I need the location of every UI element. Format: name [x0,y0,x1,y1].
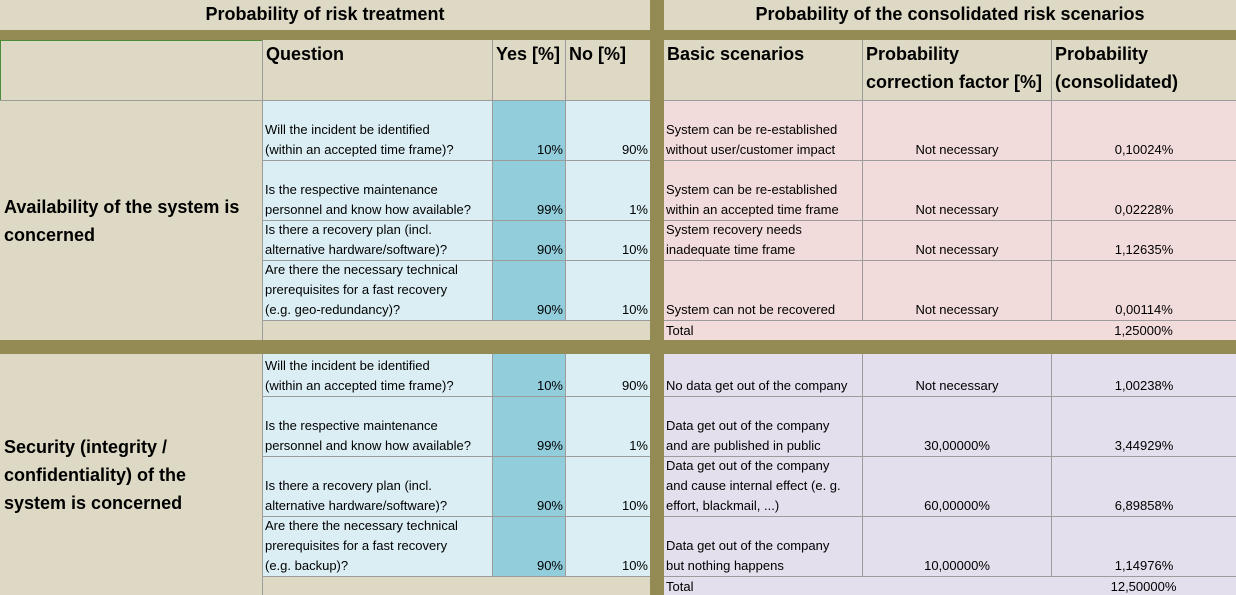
security-yes-1: 10% [492,354,565,396]
scenario-text-line: Data get out of the company [666,458,830,473]
question-text-line: alternative hardware/software)? [265,498,448,513]
security-question-4 [262,516,492,576]
question-text-line: Are there the necessary technical [265,262,458,277]
basic-scenarios-header: Basic scenarios [664,40,862,100]
correction-factor-header-line2: correction factor [%] [866,72,1043,92]
question-text-line: Are there the necessary technical [265,518,458,533]
security-prob-3: 6,89858% [1051,456,1236,516]
section-separator [664,340,1236,354]
row-separator [0,30,650,40]
question-text-line: Will the incident be identified [265,358,430,373]
security-label-line3: system is concerned [4,492,183,513]
security-prob-1: 1,00238% [1051,354,1236,396]
scenario-text-line: No data get out of the company [666,378,848,393]
security-question-2 [262,396,492,456]
availability-scenario-1 [664,100,862,160]
security-no-4: 10% [565,516,650,576]
availability-yes-2: 99% [492,160,565,220]
security-yes-3: 90% [492,456,565,516]
scenario-text-line: and cause internal effect (e. g. [666,478,841,493]
security-total-blank [262,576,650,595]
availability-total-label: Total [664,320,1051,340]
question-header: Question [262,40,492,100]
scenario-text-line: within an accepted time frame [666,202,839,217]
availability-no-1: 90% [565,100,650,160]
security-label-line2: confidentiality) of the [4,464,186,485]
security-no-3: 10% [565,456,650,516]
availability-scenario-3 [664,220,862,260]
security-scenario-1 [664,354,862,396]
security-scenario-4 [664,516,862,576]
security-prob-2: 3,44929% [1051,396,1236,456]
question-text-line: alternative hardware/software)? [265,242,448,257]
availability-yes-1: 10% [492,100,565,160]
security-prob-4: 1,14976% [1051,516,1236,576]
availability-question-3 [262,220,492,260]
availability-yes-4: 90% [492,260,565,320]
scenario-text-line: without user/customer impact [666,142,836,157]
question-text-line: Is there a recovery plan (incl. [265,478,432,493]
consolidated-probability-header [1051,40,1236,100]
availability-no-4: 10% [565,260,650,320]
security-section-label [0,354,262,595]
availability-no-2: 1% [565,160,650,220]
availability-scenario-4 [664,260,862,320]
availability-factor-1: Not necessary [862,100,1051,160]
scenario-text-line: System can be re-established [666,122,838,137]
availability-label-line1: Availability of the system is [4,196,240,217]
scenario-text-line: System can not be recovered [666,302,836,317]
scenario-text-line: and are published in public [666,438,821,453]
security-scenario-3 [664,456,862,516]
security-total-value: 12,50000% [1051,576,1236,595]
scenario-text-line: inadequate time frame [666,242,796,257]
question-text-line: Is the respective maintenance [265,182,438,197]
security-question-1 [262,354,492,396]
row-separator [664,30,1236,40]
question-text-line: (e.g. backup)? [265,558,349,573]
availability-question-4 [262,260,492,320]
security-yes-4: 90% [492,516,565,576]
consolidated-probability-header-line2: (consolidated) [1055,72,1179,92]
security-no-2: 1% [565,396,650,456]
security-scenario-2 [664,396,862,456]
question-text-line: prerequisites for a fast recovery [265,282,448,297]
header-blank-cell [0,40,262,100]
question-text-line: (within an accepted time frame)? [265,142,454,157]
availability-question-1 [262,100,492,160]
scenario-text-line: Data get out of the company [666,418,830,433]
availability-prob-4: 0,00114% [1051,260,1236,320]
security-total-label: Total [664,576,1051,595]
security-label-line1: Security (integrity / [4,436,168,457]
security-question-3 [262,456,492,516]
security-yes-2: 99% [492,396,565,456]
correction-factor-header [862,40,1051,100]
availability-label-line2: concerned [4,224,96,245]
availability-total-blank [262,320,650,340]
security-factor-4: 10,00000% [862,516,1051,576]
security-factor-1: Not necessary [862,354,1051,396]
availability-total-value: 1,25000% [1051,320,1236,340]
security-factor-3: 60,00000% [862,456,1051,516]
availability-yes-3: 90% [492,220,565,260]
risk-treatment-title: Probability of risk treatment [0,0,650,30]
yes-header: Yes [%] [492,40,565,100]
availability-factor-4: Not necessary [862,260,1051,320]
question-text-line: prerequisites for a fast recovery [265,538,448,553]
question-text-line: personnel and know how available? [265,202,471,217]
question-text-line: (within an accepted time frame)? [265,378,454,393]
scenario-text-line: Data get out of the company [666,538,830,553]
question-text-line: Is there a recovery plan (incl. [265,222,432,237]
scenario-text-line: System recovery needs [666,222,802,237]
question-text-line: personnel and know how available? [265,438,471,453]
availability-question-2 [262,160,492,220]
scenario-text-line: System can be re-established [666,182,838,197]
question-text-line: Will the incident be identified [265,122,430,137]
availability-factor-3: Not necessary [862,220,1051,260]
no-header: No [%] [565,40,650,100]
availability-prob-3: 1,12635% [1051,220,1236,260]
security-factor-2: 30,00000% [862,396,1051,456]
correction-factor-header-line1: Probability [866,44,960,64]
consolidated-probability-header-line1: Probability [1055,44,1149,64]
column-separator [650,0,664,595]
availability-no-3: 10% [565,220,650,260]
question-text-line: (e.g. geo-redundancy)? [265,302,401,317]
scenario-text-line: but nothing happens [666,558,784,573]
availability-scenario-2 [664,160,862,220]
availability-section-label [0,100,262,340]
section-separator [0,340,650,354]
question-text-line: Is the respective maintenance [265,418,438,433]
availability-prob-1: 0,10024% [1051,100,1236,160]
availability-prob-2: 0,02228% [1051,160,1236,220]
consolidated-title: Probability of the consolidated risk scenarios [664,0,1236,30]
security-no-1: 90% [565,354,650,396]
availability-factor-2: Not necessary [862,160,1051,220]
scenario-text-line: effort, blackmail, ...) [666,498,780,513]
